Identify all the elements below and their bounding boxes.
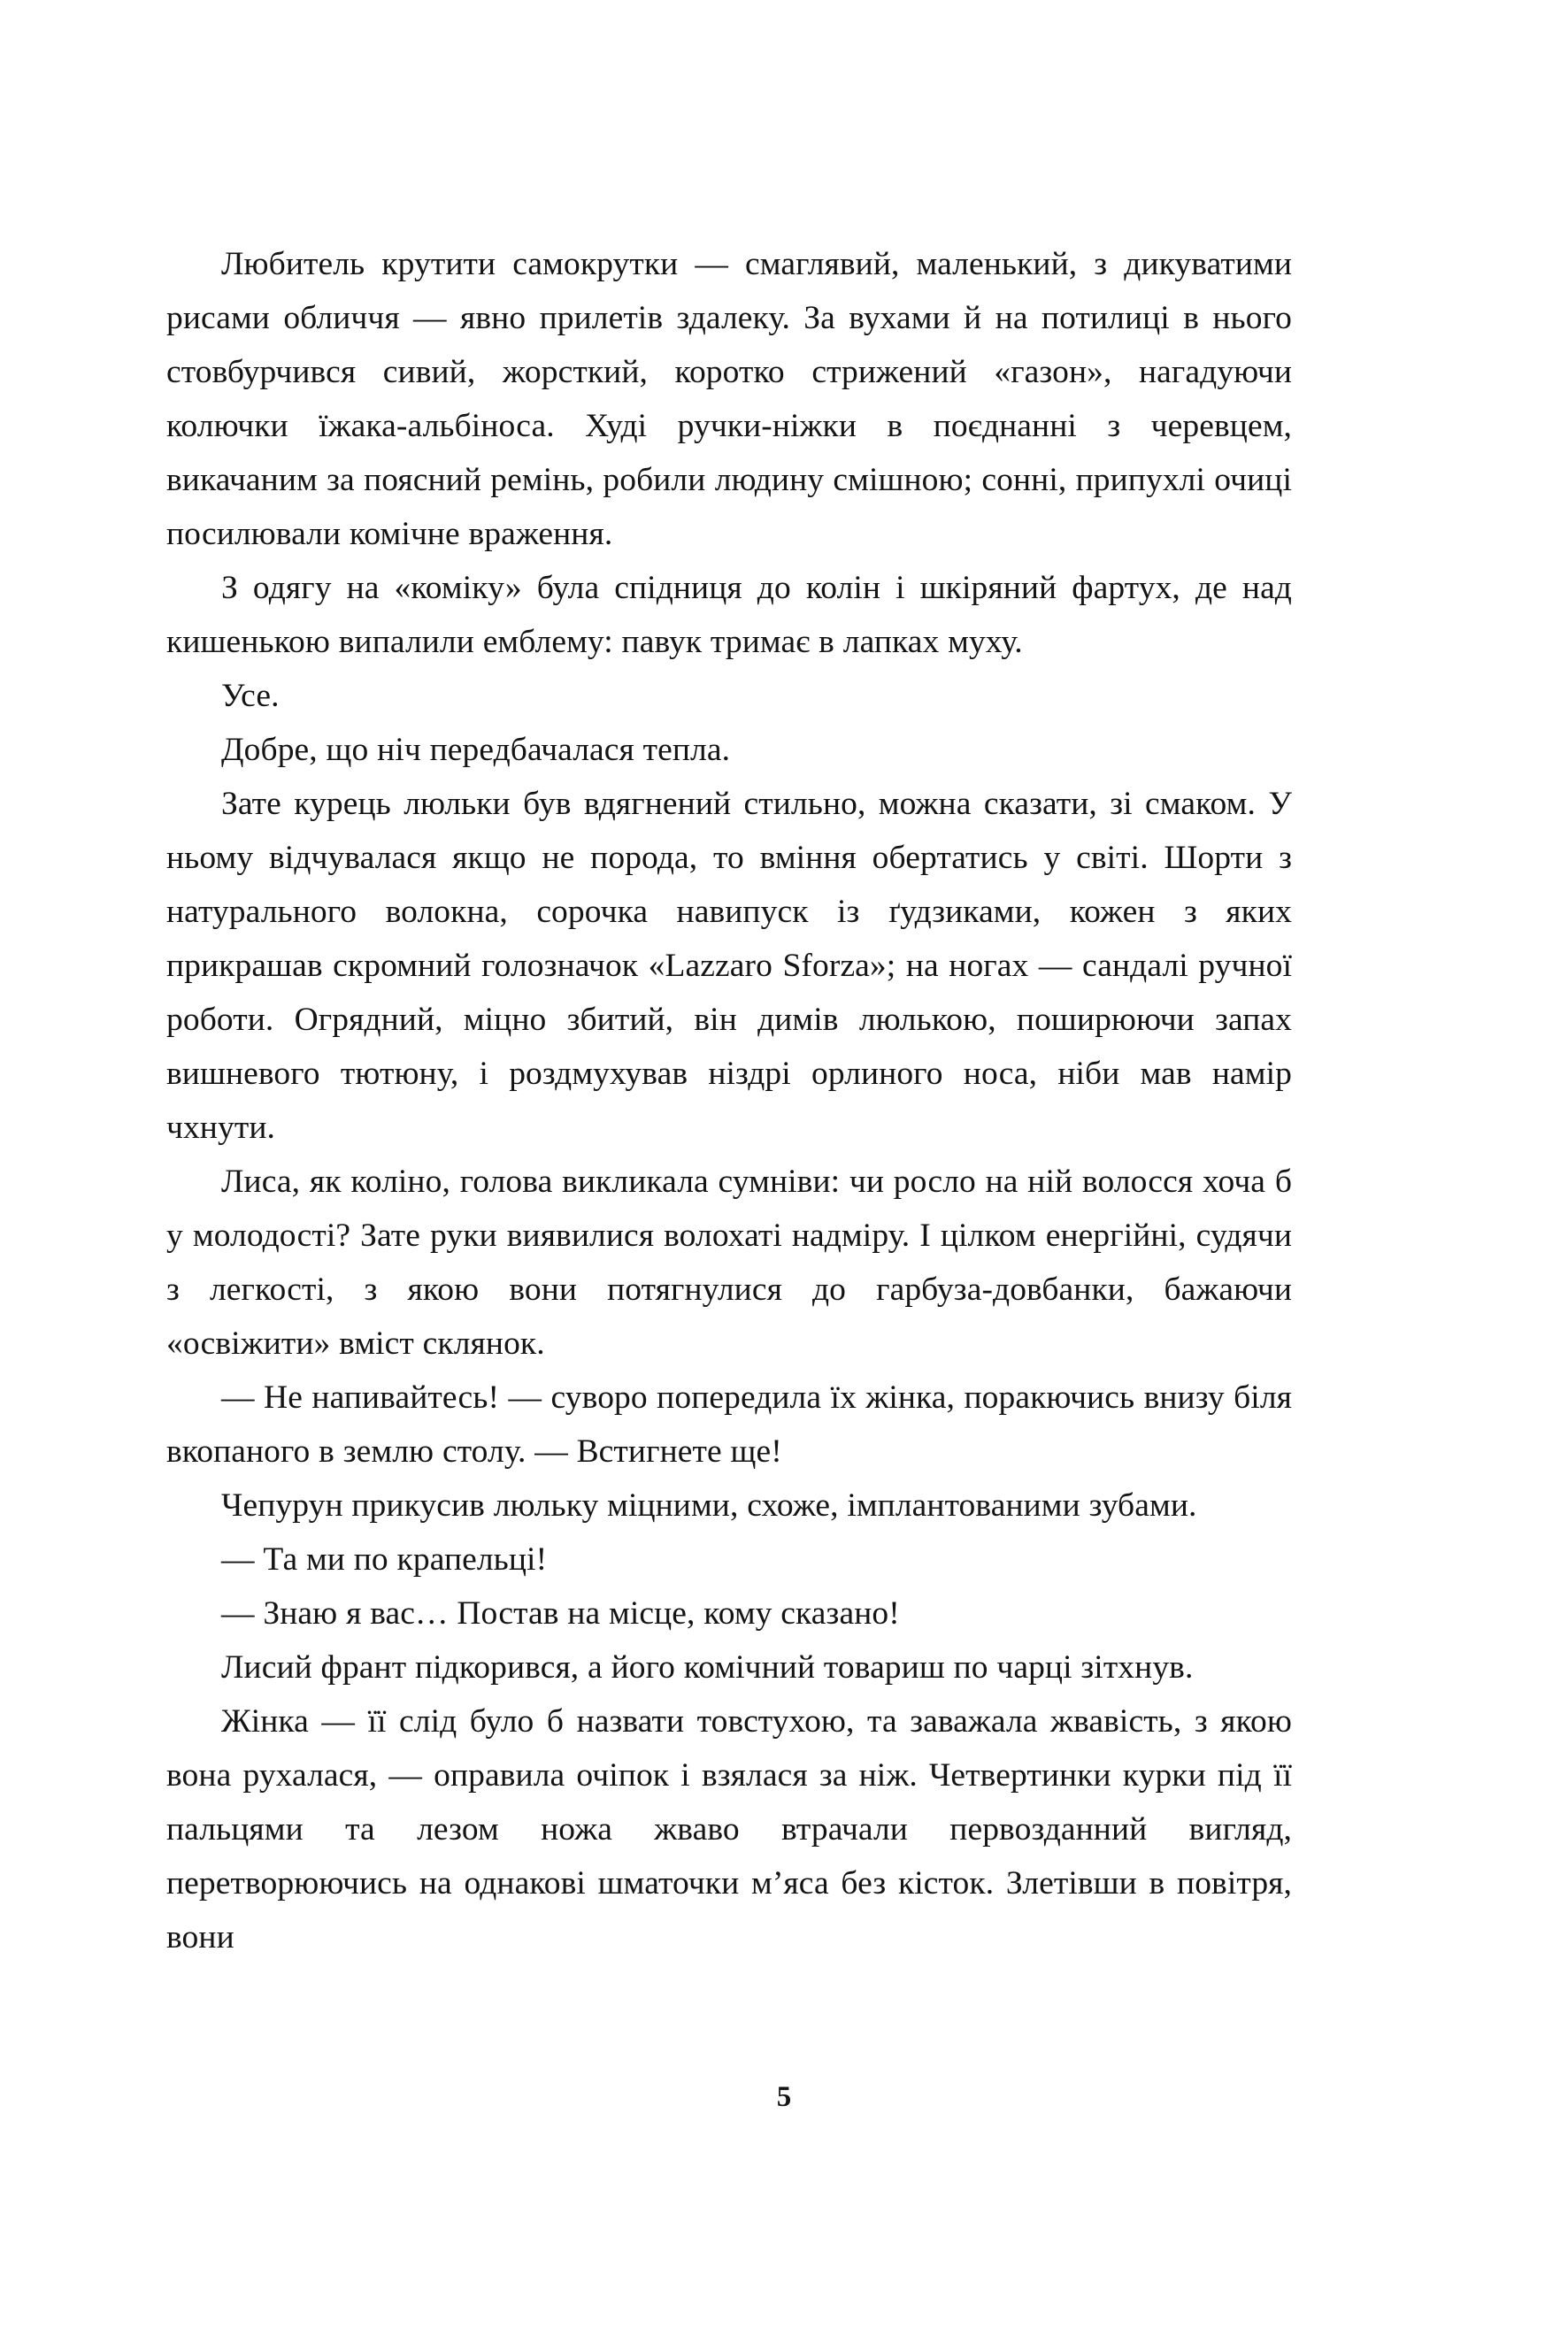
paragraph: З одягу на «коміку» була спідниця до колін і шкіряний фартух, де над кишенькою випалили емблему: павук тримає в лапках муху. xyxy=(166,570,1292,660)
paragraph: Добре, що ніч передбачалася тепла. xyxy=(221,732,731,768)
paragraph: Зате курець люльки був вдягнений стильно, можна сказати, зі смаком. У ньому відчувалася якщо не порода, то вміння обертатись у світі. Шорти з натурального волокна, сорочка навипуск із ґудзиками, кожен з яких прикрашав скромний голозначок «Lazzaro Sforza»; на ногах — сандалі ручної роботи. Огрядний, міцно збитий, він димів люлькою, поширюючи запах вишневого тютюну, і роздмухував ніздрі орлиного носа, ніби мав намір чхнути. xyxy=(166,786,1292,1146)
paragraph: Усе. xyxy=(221,678,280,714)
paragraph: Чепурун прикусив люльку міцними, схоже, імплантованими зубами. xyxy=(221,1487,1197,1524)
paragraph: Жінка — її слід було б назвати товстухою, та заважала жвавість, з якою вона рухалася, — оправила очіпок і взялася за ніж. Четвертинки курки під її пальцями та лезом ножа жваво втрачали первозданний вигляд, перетворюючись на однакові шматочки м’яса без кісток. Злетівши в повітря, вони xyxy=(166,1703,1292,1955)
page-number: 5 xyxy=(776,2081,792,2113)
body-text xyxy=(166,237,1292,1964)
paragraph: Лиса, як коліно, голова викликала сумніви: чи росло на ній волосся хоча б у молодості? Зате руки виявилися волохаті надміру. І цілком енергійні, судячи з легкості, з якою вони потягнулися до гарбуза-довбанки, бажаючи «освіжити» вміст склянок. xyxy=(166,1164,1292,1362)
paragraph: — Та ми по крапельці! xyxy=(221,1541,548,1578)
paragraph: — Не напивайтесь! — суворо попередила їх жінка, поракючись внизу біля вкопаного в землю столу. — Встигнете ще! xyxy=(166,1379,1292,1470)
paragraph: — Знаю я вас… Постав на місце, кому сказано! xyxy=(221,1595,900,1632)
paragraph: Любитель крутити самокрутки — смаглявий, маленький, з дикуватими рисами обличчя — явно прилетів здалеку. За вухами й на потилиці в нього стовбурчився сивий, жорсткий, коротко стрижений «газон», нагадуючи колючки їжака-альбіноса. Худі ручки-ніжки в поєднанні з черевцем, викачаним за поясний ремінь, робили людину смішною; сонні, припухлі очиці посилювали комічне враження. xyxy=(166,246,1292,552)
paragraph: Лисий франт підкорився, а його комічний товариш по чарці зітхнув. xyxy=(221,1649,1194,1686)
